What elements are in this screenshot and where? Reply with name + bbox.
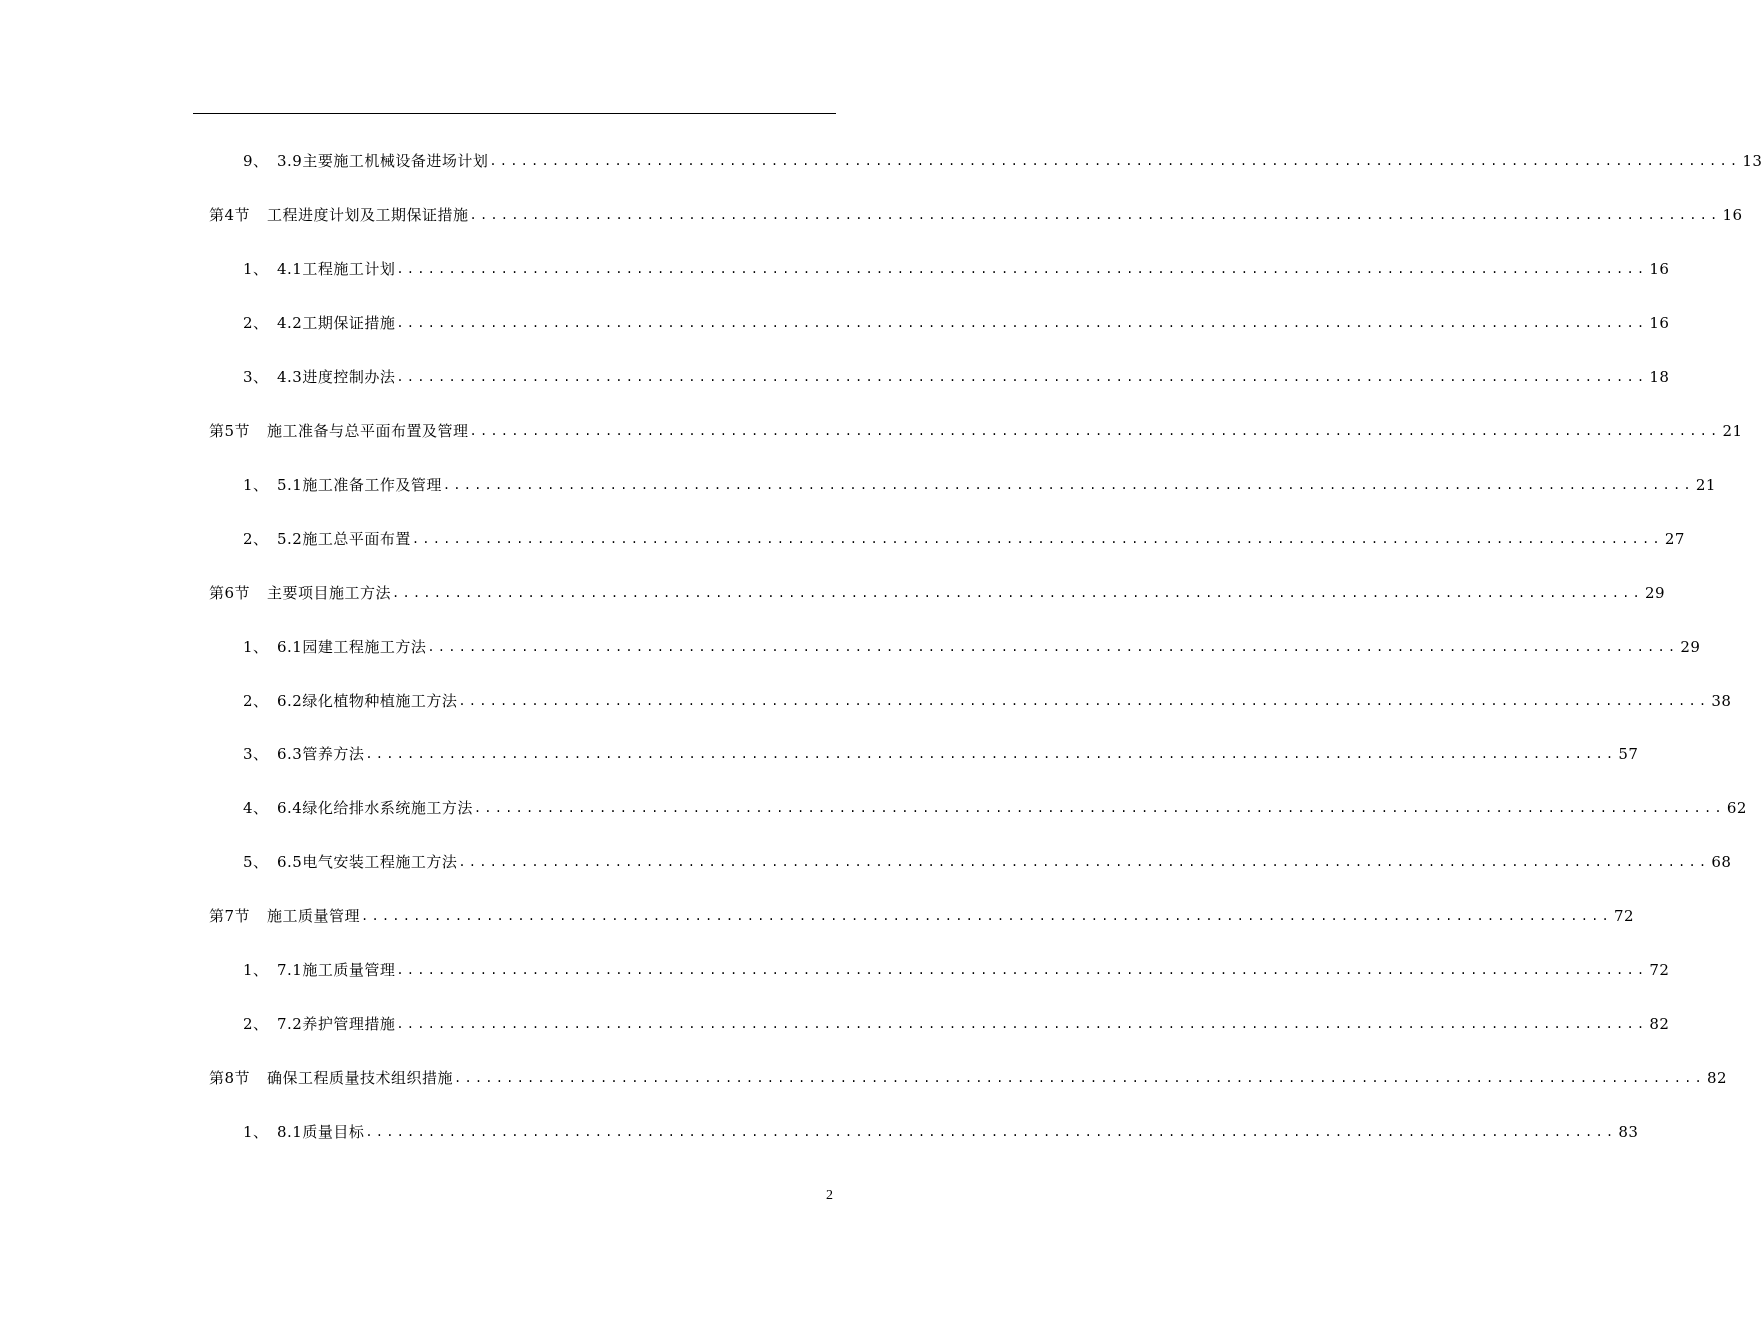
toc-dot-leader: ........................................................................................................................ <box>365 747 1617 762</box>
toc-entry-number: 2、 <box>243 691 269 710</box>
toc-dot-leader: ........................................................................................................................ <box>458 855 1710 870</box>
toc-dot-leader: ........................................................................................................................ <box>469 207 1721 222</box>
toc-entry-page: 16 <box>1649 313 1670 332</box>
toc-entry-page: 82 <box>1706 1069 1728 1088</box>
toc-entry-title: 施工准备与总平面布置及管理 <box>267 421 469 440</box>
toc-dot-leader: ........................................................................................................................ <box>427 639 1679 654</box>
toc-entry-title: 6.5电气安装工程施工方法 <box>277 853 458 872</box>
toc-entry[interactable] <box>243 689 1732 713</box>
toc-dot-leader: ........................................................................................................................ <box>361 909 1612 924</box>
toc-dot-leader: ........................................................................................................................ <box>489 154 1741 168</box>
toc-entry-number: 9、 <box>243 152 269 170</box>
toc-dot-leader: ........................................................................................................................ <box>458 693 1710 708</box>
toc-dot-leader: ........................................................................................................................ <box>396 1017 1648 1032</box>
toc-entry[interactable] <box>209 581 1666 605</box>
toc-entry-number: 第8节 <box>209 1069 251 1088</box>
toc-entry-number: 2、 <box>243 313 269 332</box>
toc-entry[interactable] <box>209 1066 1728 1090</box>
toc-entry-page: 16 <box>1722 205 1743 224</box>
toc-entry-title: 4.2工期保证措施 <box>277 313 396 332</box>
toc-entry-title: 3.9主要施工机械设备进场计划 <box>277 152 489 170</box>
toc-entry-page: 16 <box>1649 259 1670 278</box>
toc-entry-number: 第7节 <box>209 907 251 926</box>
toc-entry-number: 1、 <box>243 1123 269 1142</box>
toc-entry-page: 82 <box>1649 1015 1670 1034</box>
toc-entry-title: 6.1园建工程施工方法 <box>277 637 427 656</box>
toc-entry[interactable] <box>243 742 1639 766</box>
toc-entry-page: 83 <box>1618 1123 1639 1142</box>
toc-entry[interactable] <box>209 904 1635 928</box>
toc-entry-page: 21 <box>1695 475 1716 494</box>
toc-entry-number: 1、 <box>243 961 269 980</box>
toc-dot-leader: ........................................................................................................................ <box>473 801 1725 816</box>
toc-entry[interactable] <box>243 473 1716 497</box>
toc-entry-page: 21 <box>1722 421 1743 440</box>
toc-entry[interactable] <box>243 1012 1670 1036</box>
toc-entry[interactable] <box>243 796 1747 820</box>
toc-entry-title: 4.1工程施工计划 <box>277 259 396 278</box>
toc-entry-page: 72 <box>1649 961 1670 980</box>
toc-entry-number: 第4节 <box>209 205 251 224</box>
toc-entry-number: 2、 <box>243 529 269 548</box>
toc-entry-title: 6.3管养方法 <box>277 745 365 764</box>
toc-entry-page: 72 <box>1613 907 1635 926</box>
toc-entry-number: 2、 <box>243 1015 269 1034</box>
toc-dot-leader: ........................................................................................................................ <box>469 423 1721 438</box>
toc-entry-page: 27 <box>1664 529 1685 548</box>
toc-entry[interactable] <box>243 527 1685 551</box>
toc-entry[interactable] <box>209 203 1743 227</box>
toc-dot-leader: ........................................................................................................................ <box>442 477 1694 492</box>
toc-entry-title: 确保工程质量技术组织措施 <box>267 1069 454 1088</box>
toc-entry-number: 1、 <box>243 637 269 656</box>
toc-entry-number: 3、 <box>243 367 269 386</box>
toc-entry-title: 7.1施工质量管理 <box>277 961 396 980</box>
toc-entry[interactable] <box>243 958 1670 982</box>
toc-entry[interactable] <box>243 850 1732 874</box>
toc-entry[interactable] <box>243 365 1670 389</box>
toc-dot-leader: ........................................................................................................................ <box>396 369 1648 384</box>
toc-entry[interactable] <box>243 1120 1639 1144</box>
toc-entry-number: 5、 <box>243 853 269 872</box>
toc-entry-title: 工程进度计划及工期保证措施 <box>267 205 469 224</box>
toc-entry-page: 29 <box>1644 583 1666 602</box>
toc-entry[interactable] <box>243 311 1670 335</box>
toc-entry-page: 62 <box>1726 799 1747 818</box>
toc-entry-number: 第5节 <box>209 421 251 440</box>
toc-dot-leader: ........................................................................................................................ <box>392 585 1643 600</box>
toc-entry[interactable] <box>243 257 1670 281</box>
toc-entry[interactable] <box>209 419 1743 443</box>
toc-entry-page: 57 <box>1618 745 1639 764</box>
toc-dot-leader: ........................................................................................................................ <box>396 261 1648 276</box>
toc-entry-title: 6.4绿化给排水系统施工方法 <box>277 799 473 818</box>
toc-entry-page: 29 <box>1680 637 1701 656</box>
toc-entry-number: 4、 <box>243 799 269 818</box>
toc-entry-title: 4.3进度控制办法 <box>277 367 396 386</box>
toc-entry-page: 68 <box>1711 853 1732 872</box>
toc-dot-leader: ........................................................................................................................ <box>396 963 1648 978</box>
toc-entry-page: 18 <box>1649 367 1670 386</box>
toc-entry-title: 主要项目施工方法 <box>267 583 392 602</box>
toc-dot-leader: ........................................................................................................................ <box>365 1125 1617 1140</box>
toc-entry-page: 38 <box>1711 691 1732 710</box>
toc-dot-leader: ........................................................................................................................ <box>411 531 1663 546</box>
toc-entry-number: 3、 <box>243 745 269 764</box>
toc-entry-number: 第6节 <box>209 583 251 602</box>
toc-entry-title: 8.1质量目标 <box>277 1123 365 1142</box>
toc-entry-number: 1、 <box>243 475 269 494</box>
toc-dot-leader: ........................................................................................................................ <box>454 1071 1705 1086</box>
toc-entry-title: 7.2养护管理措施 <box>277 1015 396 1034</box>
toc-entry-title: 5.2施工总平面布置 <box>277 529 411 548</box>
toc-entry-title: 施工质量管理 <box>267 907 361 926</box>
toc-entry-title: 5.1施工准备工作及管理 <box>277 475 442 494</box>
toc-dot-leader: ........................................................................................................................ <box>396 315 1648 330</box>
toc-entry-page: 13 <box>1742 152 1762 170</box>
page-number: 2 <box>826 1188 833 1203</box>
toc-entry[interactable] <box>243 149 1762 173</box>
toc-entry-number: 1、 <box>243 259 269 278</box>
toc-entry-title: 6.2绿化植物种植施工方法 <box>277 691 458 710</box>
toc-entry[interactable] <box>243 635 1701 659</box>
